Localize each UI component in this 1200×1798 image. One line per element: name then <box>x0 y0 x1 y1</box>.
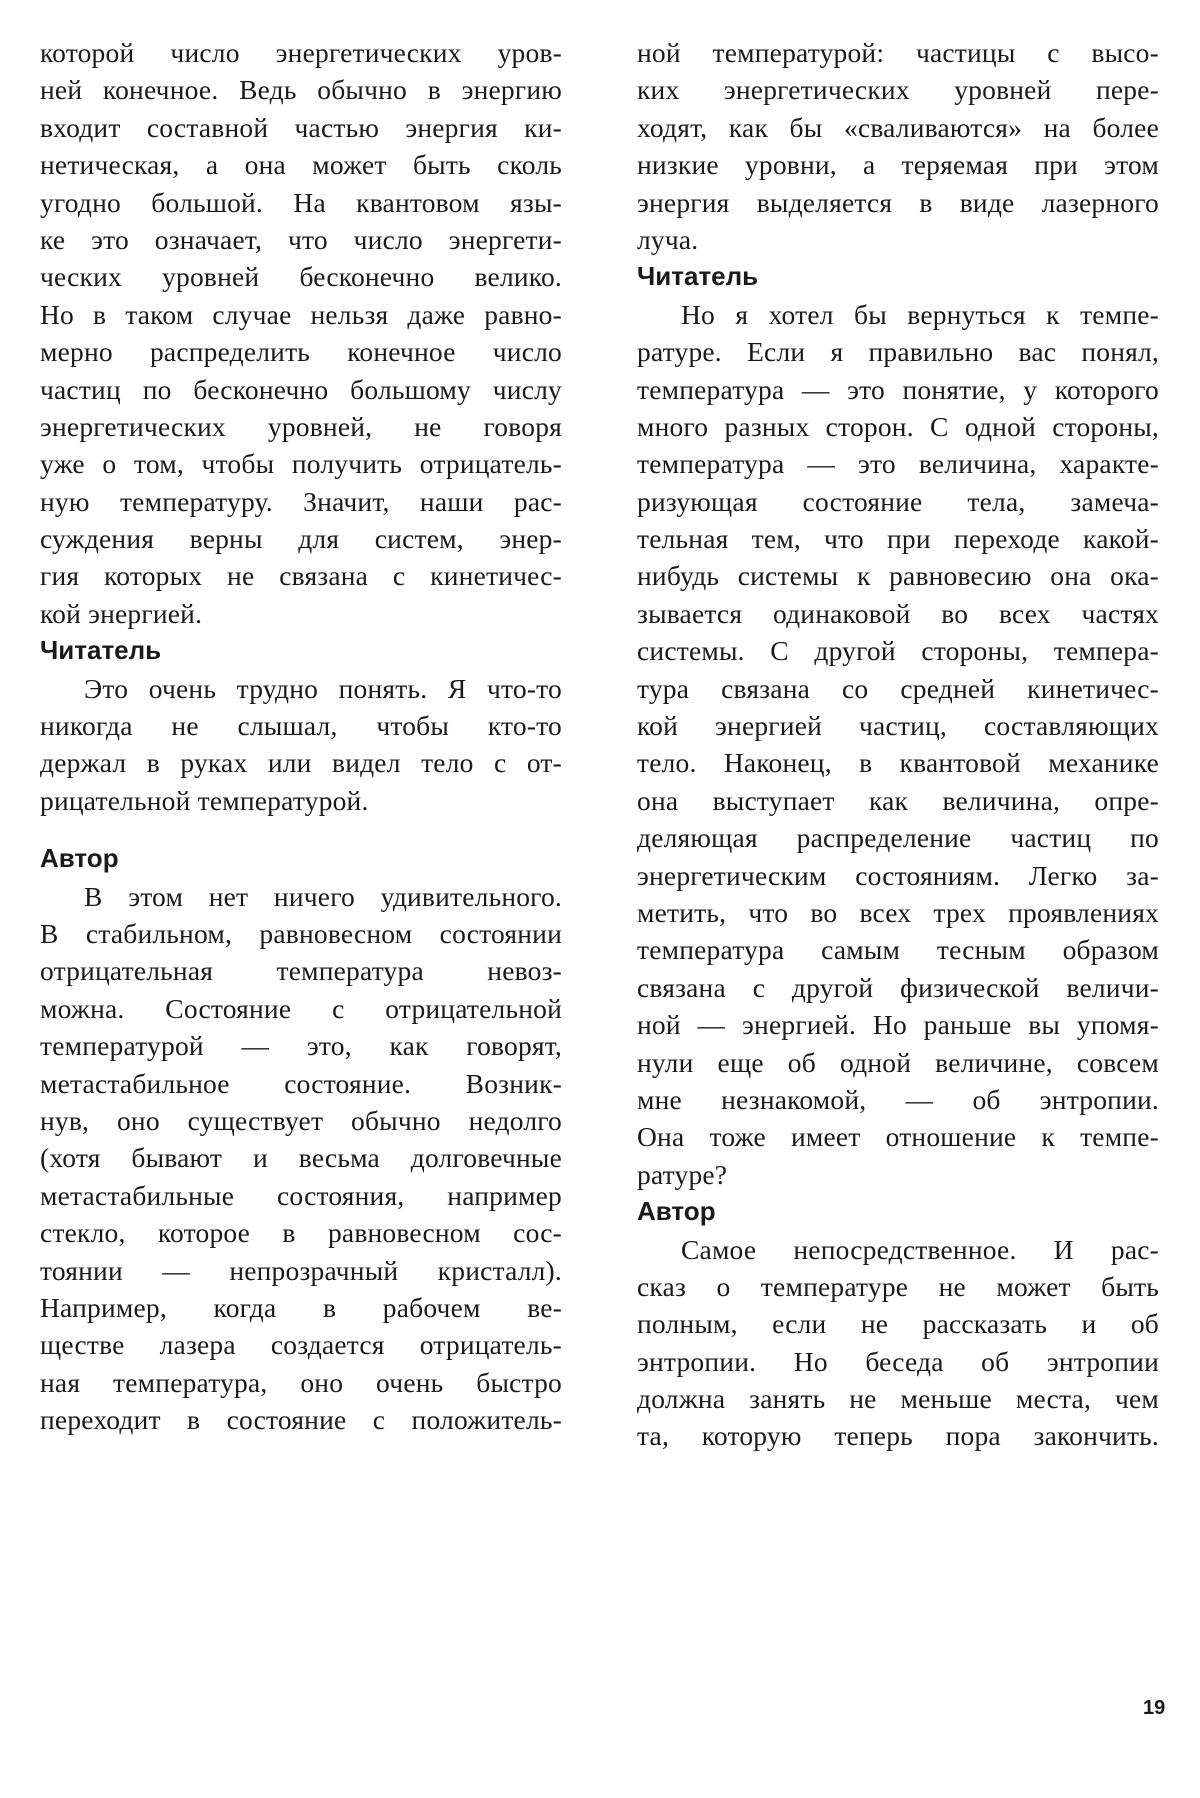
text-line: стекло, которое в равновесном сос- <box>40 1217 562 1249</box>
speaker-heading: Автор <box>40 843 119 874</box>
text-line: энергетическим состояниям. Легко за- <box>637 859 1159 891</box>
text-line: суждения верны для систем, энер- <box>40 523 562 555</box>
text-line: ная температура, оно очень быстро <box>40 1366 562 1398</box>
text-line: Самое непосредственное. И рас- <box>681 1233 1159 1265</box>
text-line: температура самым тесным образом <box>637 934 1159 966</box>
text-line: нув, оно существует обычно недолго <box>40 1104 562 1136</box>
text-line: мне незнакомой, — об энтропии. <box>637 1083 1159 1115</box>
text-line: ризующая состояние тела, замеча- <box>637 485 1159 517</box>
text-line: Но в таком случае нельзя даже равно- <box>40 298 562 330</box>
text-line: системы. С другой стороны, темпера- <box>637 635 1159 667</box>
text-line: зывается одинаковой во всех частях <box>637 597 1159 629</box>
text-line: отрицательная температура невоз- <box>40 955 562 987</box>
text-line: переходит в состояние с положитель- <box>40 1404 562 1436</box>
text-line: луча. <box>637 223 699 255</box>
text-line: тельная тем, что при переходе какой- <box>637 523 1159 555</box>
text-line: держал в руках или видел тело с от- <box>40 747 562 779</box>
speaker-heading: Автор <box>637 1196 716 1227</box>
text-line: деляющая распределение частиц по <box>637 822 1159 854</box>
text-line: В стабильном, равновесном состоянии <box>40 917 562 949</box>
text-line: метить, что во всех трех проявлениях <box>637 896 1159 928</box>
left-column <box>40 34 562 1438</box>
text-line: тело. Наконец, в квантовой механике <box>637 747 1159 779</box>
text-line: которой число энергетических уров- <box>40 37 562 68</box>
text-line: уже о том, чтобы получить отрицатель- <box>40 448 562 480</box>
text-line: Это очень трудно понять. Я что-то <box>84 672 562 704</box>
text-line: полным, если не рассказать и об <box>637 1308 1159 1340</box>
text-line: ческих уровней бесконечно велико. <box>40 261 562 293</box>
text-line: ной температурой: частицы с высо- <box>637 37 1159 68</box>
right-column <box>637 34 1159 1455</box>
text-line: кой энергией частиц, составляющих <box>637 710 1159 742</box>
text-line: никогда не слышал, чтобы кто-то <box>40 710 562 742</box>
text-line: Она тоже имеет отношение к темпе- <box>637 1121 1159 1153</box>
text-line: ществе лазера создается отрицатель- <box>40 1329 562 1361</box>
text-line: рицательной температурой. <box>40 784 369 816</box>
text-line: ной — энергией. Но раньше вы упомя- <box>637 1009 1159 1041</box>
text-line: частиц по бесконечно большому числу <box>40 373 562 405</box>
text-line: тура связана со средней кинетичес- <box>637 672 1159 704</box>
text-line: ратуре? <box>637 1158 728 1190</box>
paragraph-gap <box>40 819 562 840</box>
text-line: Например, когда в рабочем ве- <box>40 1291 562 1323</box>
text-line: энтропии. Но беседа об энтропии <box>637 1345 1159 1377</box>
text-line: метастабильное состояние. Возник- <box>40 1067 562 1099</box>
text-line: нибудь системы к равновесию она ока- <box>637 560 1159 592</box>
text-line: энергия выделяется в виде лазерного <box>637 186 1159 218</box>
text-line: температурой — это, как говорят, <box>40 1030 562 1062</box>
text-line: В этом нет ничего удивительного. <box>84 880 562 912</box>
speaker-heading: Читатель <box>40 635 162 666</box>
text-line: температура — это величина, характе- <box>637 448 1159 480</box>
text-line: ходят, как бы «сваливаются» на более <box>637 111 1159 143</box>
text-line: она выступает как величина, опре- <box>637 784 1159 816</box>
text-line: энергетических уровней, не говоря <box>40 410 562 442</box>
text-line: (хотя бывают и весьма долговечные <box>40 1142 562 1174</box>
text-line: нетическая, а она может быть сколь <box>40 149 562 181</box>
text-line: ке это означает, что число энергети- <box>40 223 562 255</box>
text-line: мерно распределить конечное число <box>40 336 562 368</box>
text-line: ратуре. Если я правильно вас понял, <box>637 336 1159 368</box>
text-line: та, которую теперь пора закончить. <box>637 1420 1159 1452</box>
text-line: температура — это понятие, у которого <box>637 373 1159 405</box>
text-line: сказ о температуре не может быть <box>637 1270 1159 1302</box>
text-line: гия которых не связана с кинетичес- <box>40 560 562 592</box>
text-line: ную температуру. Значит, наши рас- <box>40 485 562 517</box>
text-line: много разных сторон. С одной стороны, <box>637 410 1159 442</box>
page-number: 19 <box>1143 1697 1166 1719</box>
text-line: тоянии — непрозрачный кристалл). <box>40 1254 562 1286</box>
text-line: кой энергией. <box>40 597 203 629</box>
text-line: Но я хотел бы вернуться к темпе- <box>681 298 1159 330</box>
text-line: ней конечное. Ведь обычно в энергию <box>40 74 562 106</box>
text-line: связана с другой физической величи- <box>637 971 1159 1003</box>
text-line: ких энергетических уровней пере- <box>637 74 1159 106</box>
text-line: угодно большой. На квантовом язы- <box>40 186 562 218</box>
text-line: низкие уровни, а теряемая при этом <box>637 149 1159 181</box>
speaker-heading: Читатель <box>637 261 759 292</box>
text-line: должна занять не меньше места, чем <box>637 1383 1159 1415</box>
text-line: метастабильные состояния, например <box>40 1179 562 1211</box>
text-line: можна. Состояние с отрицательной <box>40 992 562 1024</box>
text-line: входит составной частью энергия ки- <box>40 111 562 143</box>
text-line: нули еще об одной величине, совсем <box>637 1046 1159 1078</box>
